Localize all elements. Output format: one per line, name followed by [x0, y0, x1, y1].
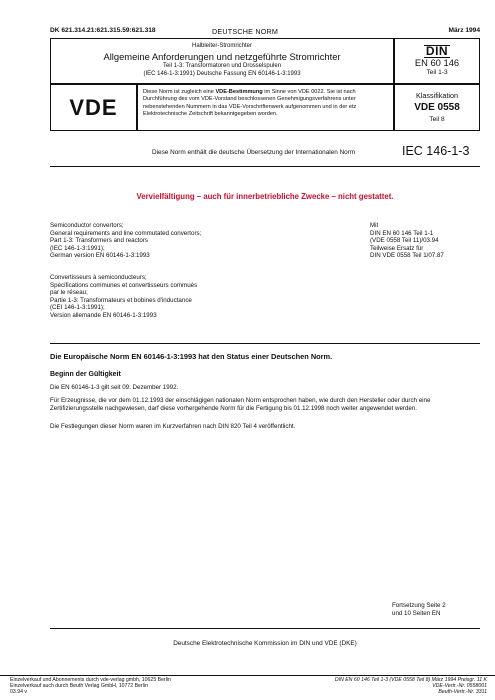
footer-rule: [0, 675, 495, 676]
status-statement: Die Europäische Norm EN 60146-1-3:1993 hat den Status einer Deutschen Norm.: [50, 352, 333, 361]
klassifikation-part: Teil 8: [429, 116, 445, 123]
english-title-line: Part 1-3: Transformers and reactors: [50, 237, 149, 245]
document-header: [50, 27, 480, 36]
vde-notice-text: Diese Norm ist zugleich eine VDE-Bestimmung im Sinne von VDE 0022. Sie ist nach Durchführung des vom VDE-Vorstand beschlossenen Genehmigungsverfahrens unter nebenstehenden Nummern in das VDE-Vorschriftenwerk aufgenommen und in der etz Elektrotechnische Zeitschrift bekanntgegeben worden.: [143, 89, 357, 118]
divider-middle: [50, 343, 480, 344]
vde-logo-box: [50, 84, 137, 131]
replacement-line: DIN VDE 0558 Teil 1/07.87: [370, 252, 444, 260]
vde-logo: VDE: [69, 95, 118, 120]
iec-statement-text: Diese Norm enthält die deutsche Übersetzung der Internationalen Norm: [152, 149, 356, 156]
din-number: EN 60 146: [414, 57, 460, 68]
english-title: [50, 222, 340, 260]
validity-line3: Die Festlegungen dieser Norm waren im Kurzverfahren nach DIN 820 Teil 4 veröffentlicht.: [50, 423, 296, 430]
footer-right: [255, 677, 487, 695]
title-main: Allgemeine Anforderungen und netzgeführte Stromrichter: [103, 51, 341, 62]
footer-left: [10, 677, 260, 695]
vde-notice-box: [137, 84, 394, 131]
klassifikation-box: [394, 84, 480, 131]
footer-left-line: 03.94 v: [10, 689, 28, 696]
french-title-line: (CEI 146-1-3:1991);: [50, 304, 105, 312]
din-logo: DIN: [425, 44, 449, 58]
english-title-line: (IEC 146-1-3:1991);: [50, 244, 105, 252]
english-title-line: General requirements and line commutated convertors;: [50, 229, 202, 237]
english-title-line: Semiconductor convertors;: [50, 222, 124, 229]
footer-right-line: Beuth-Vertr.-Nr. 3311: [438, 689, 487, 696]
continuation-note: [392, 602, 480, 617]
footer-right-line: VDE-Vertr.-Nr. 0558001: [432, 683, 487, 690]
replacement-line: (VDE 0558 Teil 11)/03.94: [370, 237, 439, 245]
footer-right-line: DIN EN 60 146 Teil 1-3 (VDE 0558 Teil 8) März 1994 Preisgr. 11 K: [334, 677, 487, 683]
replacement-notice: [370, 222, 480, 260]
din-part: Teil 1-3: [426, 69, 448, 76]
divider-top: [50, 166, 480, 167]
title-part: Teil 1-3: Transformatoren und Drosselspulen: [162, 63, 282, 69]
continuation-line: Fortsetzung Seite 2: [392, 602, 446, 609]
din-box: [394, 38, 480, 84]
klassifikation-label: Klassifikation: [416, 91, 458, 100]
replacement-line: Teilweise Ersatz für: [370, 244, 424, 252]
dk-classification: DK 621.314.21:621.315.59:621.318: [50, 27, 156, 34]
replacement-line: Mit: [370, 222, 379, 229]
continuation-line: und 10 Seiten EN: [392, 609, 441, 617]
french-title-line: Spécifications communes et convertisseurs commués: [50, 281, 198, 289]
french-title-line: par le réseau;: [50, 289, 88, 297]
iec-statement-code: IEC 146-1-3: [402, 144, 470, 158]
french-title-line: Convertisseurs à semiconducteurs;: [50, 274, 147, 281]
title-subtitle: Halbleiter-Stromrichter: [191, 43, 252, 49]
replacement-line: DIN EN 60 146 Teil 1-1: [370, 229, 434, 237]
divider-bottom: [50, 628, 480, 629]
validity-heading: Beginn der Gültigkeit: [50, 371, 121, 378]
footer-left-line: Einzelverkauf und Abonnements durch vde-verlag gmbh, 10625 Berlin: [10, 677, 171, 683]
document-page: [50, 0, 480, 700]
title-box: [50, 38, 394, 84]
french-title-line: Version allemande EN 60146-1-3:1993: [50, 311, 157, 319]
klassifikation-number: VDE 0558: [414, 102, 460, 113]
title-iec-line: (IEC 146-1-3:1991) Deutsche Fassung EN 60146-1-3:1993: [143, 71, 301, 77]
footer-left-line: Einzelverkauf auch durch Beuth Verlag GmbH, 10772 Berlin: [10, 683, 148, 690]
validity-line1: Die EN 60146-1-3 gilt seit 09. Dezember 1992.: [50, 384, 179, 391]
validity-paragraph: Für Erzeugnisse, die vor dem 01.12.1993 der einschlägigen nationalen Norm entsprochen haben, wie durch den Hersteller oder durch eine Zertifizierungsstelle nachgewiesen, darf diese vorhergehende Norm für die Fertigung bis 01.12.1998 noch weiter angewendet werden.: [50, 397, 431, 412]
french-title: [50, 274, 350, 320]
publication-date: März 1994: [448, 27, 480, 34]
vde-bestimmung-emphasis: VDE-Bestimmung: [215, 89, 263, 95]
french-title-line: Partie 1-3: Transformateurs et bobines d'inductance: [50, 296, 192, 304]
norm-type: DEUTSCHE NORM: [212, 27, 279, 36]
commission-line: Deutsche Elektrotechnische Kommission im DIN und VDE (DKE): [173, 640, 357, 647]
english-title-line: German version EN 60146-1-3:1993: [50, 252, 150, 260]
reproduction-notice: Vervielfältigung – auch für innerbetriebliche Zwecke – nicht gestattet.: [136, 192, 394, 201]
